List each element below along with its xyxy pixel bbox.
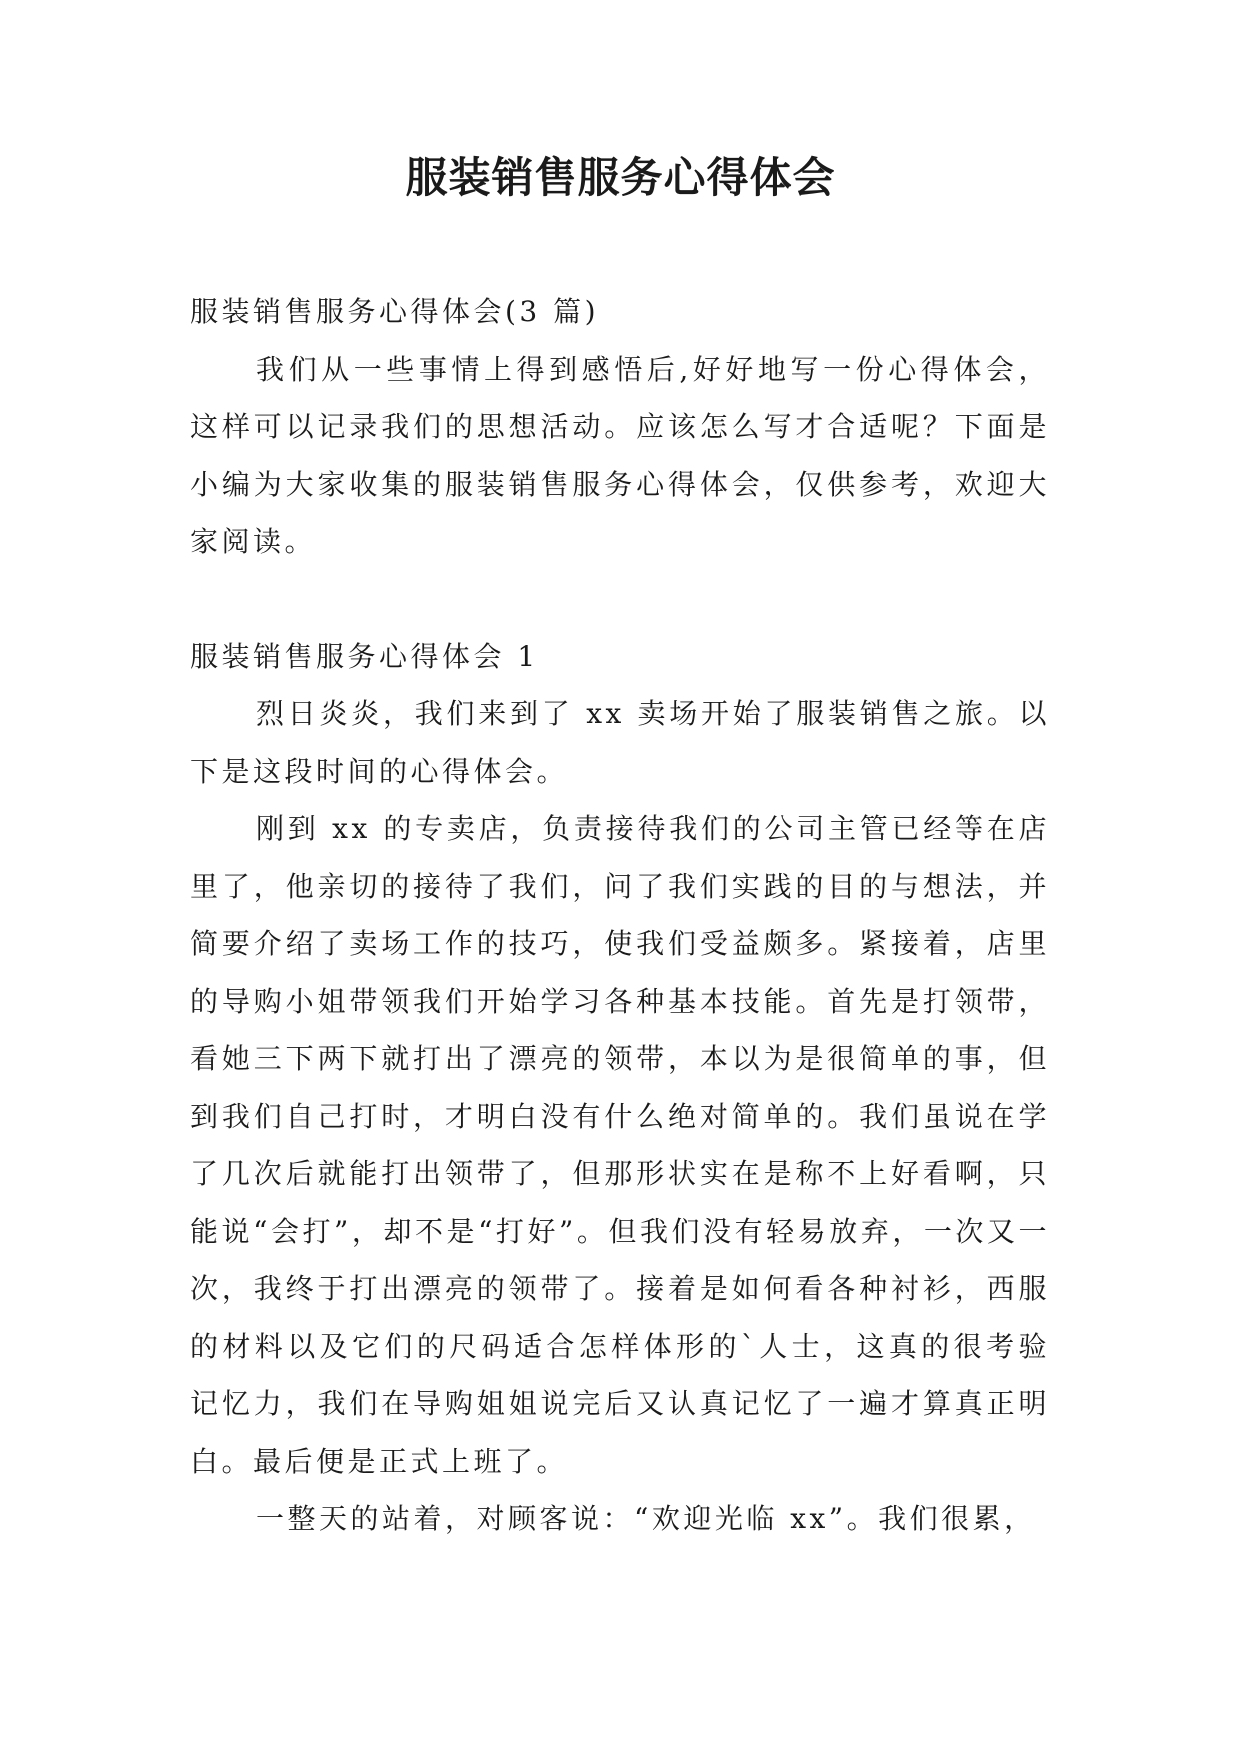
document-body [190,283,1050,1548]
body-paragraph: 烈日炎炎，我们来到了 xx 卖场开始了服装销售之旅。以下是这段时间的心得体会。 [190,697,1050,788]
body-paragraph: 一整天的站着，对顾客说：“欢迎光临 xx”。我们很累， [256,1502,1036,1535]
section-heading: 服装销售服务心得体会 1 [190,639,539,673]
document-subtitle: 服装销售服务心得体会(3 篇) [190,295,600,328]
section-spacer [190,571,1050,628]
document-title: 服装销售服务心得体会 [405,153,836,202]
intro-paragraph: 我们从一些事情上得到感悟后,好好地写一份心得体会，这样可以记录我们的思想活动。应该怎么写才合适呢？下面是小编为大家收集的服装销售服务心得体会，仅供参考，欢迎大家阅读。 [190,352,1050,558]
body-paragraph: 刚到 xx 的专卖店，负责接待我们的公司主管已经等在店里了，他亲切的接待了我们，问了我们实践的目的与想法，并简要介绍了卖场工作的技巧，使我们受益颇多。紧接着，店里的导购小姐带领我们开始学习各种基本技能。首先是打领带，看她三下两下就打出了漂亮的领带，本以为是很简单的事，但到我们自己打时，才明白没有什么绝对简单的。我们虽说在学了几次后就能打出领带了，但那形状实在是称不上好看啊，只能说“会打”，却不是“打好”。但我们没有轻易放弃，一次又一次，我终于打出漂亮的领带了。接着是如何看各种衬衫，西服的材料以及它们的尺码适合怎样体形的`人士，这真的很考验记忆力，我们在导购姐姐说完后又认真记忆了一遍才算真正明白。最后便是正式上班了。 [190,812,1050,1478]
